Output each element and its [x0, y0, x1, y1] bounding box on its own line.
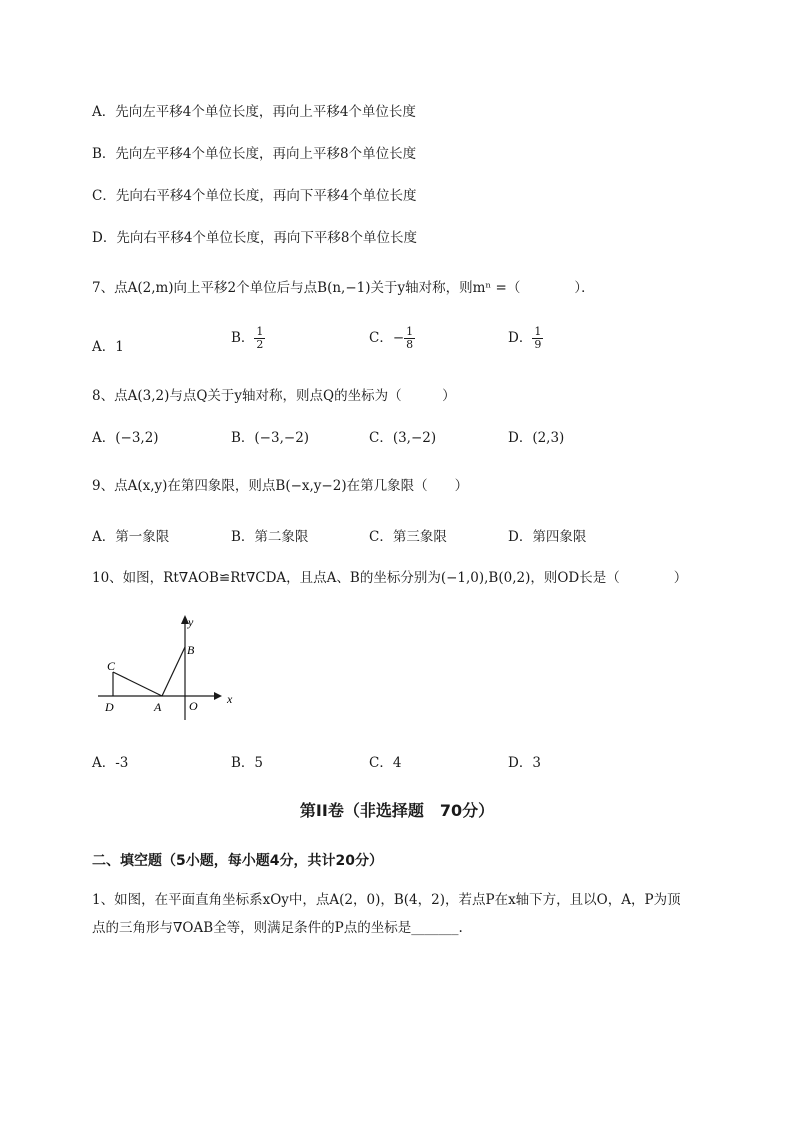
q8-option-c: C．(3,−2) [369, 430, 437, 446]
q9-option-d: D．第四象限 [508, 529, 587, 545]
q7-b-numerator: 1 [256, 325, 264, 338]
x-axis-arrow [214, 692, 222, 700]
label-y: y [188, 615, 194, 629]
label-b: B [187, 643, 195, 657]
fill1-line1: 1、如图，在平面直角坐标系xOy中，点A(2，0)，B(4，2)，若点P在x轴下方，且以O，A，P为顶 [92, 892, 681, 908]
q10-option-a: A．-3 [92, 755, 129, 771]
q8-option-b: B．(−3,−2) [231, 430, 310, 446]
q8-option-a: A．(−3,2) [92, 430, 159, 446]
q9-option-a: A．第一象限 [92, 529, 170, 545]
q6-option-a: A．先向左平移4个单位长度，再向上平移4个单位长度 [92, 104, 416, 120]
q8-option-d: D．(2,3) [508, 430, 565, 446]
q10-diagram [92, 610, 252, 725]
q7-option-d-label: D． [508, 330, 533, 346]
q7-d-numerator: 1 [534, 325, 542, 338]
q9-stem: 9、点A(x,y)在第四象限，则点B(−x,y−2)在第几象限（ ） [92, 478, 469, 494]
q7-b-denominator: 2 [256, 338, 264, 351]
label-a: A [154, 700, 162, 714]
q7-c-numerator: 1 [406, 325, 414, 338]
q10-option-b: B．5 [231, 755, 264, 771]
q6-option-b: B．先向左平移4个单位长度，再向上平移8个单位长度 [92, 146, 417, 162]
q8-stem: 8、点A(3,2)与点Q关于y轴对称，则点Q的坐标为（ ） [92, 388, 456, 404]
label-x: x [227, 692, 233, 706]
segment-ca [113, 672, 162, 696]
segment-ab [162, 647, 185, 696]
label-c: C [107, 659, 116, 673]
q7-option-c [369, 326, 415, 351]
q7-option-c-label: C．− [369, 330, 405, 346]
q7-option-c-fraction [404, 326, 415, 351]
q7-d-denominator: 9 [534, 338, 542, 351]
q10-option-c: C．4 [369, 755, 402, 771]
q6-option-c: C．先向右平移4个单位长度，再向下平移4个单位长度 [92, 188, 417, 204]
q7-option-b [231, 326, 265, 351]
q7-option-d-fraction [532, 326, 543, 351]
label-d: D [105, 700, 114, 714]
section-title: 第II卷（非选择题 70分） [299, 801, 495, 820]
q10-option-d: D．3 [508, 755, 541, 771]
q7-option-a: A．1 [92, 339, 124, 355]
q9-option-c: C．第三象限 [369, 529, 447, 545]
q7-stem: 7、点A(2,m)向上平移2个单位后与点B(n,−1)关于y轴对称，则mⁿ =（ ）． [92, 280, 595, 296]
label-o: O [189, 699, 198, 713]
q7-option-d [508, 326, 543, 351]
part2-title: 二、填空题（5小题，每小题4分，共计20分） [92, 853, 383, 869]
q9-option-b: B．第二象限 [231, 529, 309, 545]
q7-option-b-label: B． [231, 330, 255, 346]
q7-option-b-fraction [254, 326, 265, 351]
fill1-line2: 点的三角形与∇OAB全等，则满足条件的P点的坐标是_______. [92, 920, 463, 936]
q7-c-denominator: 8 [406, 338, 414, 351]
q6-option-d: D．先向右平移4个单位长度，再向下平移8个单位长度 [92, 230, 418, 246]
q10-stem: 10、如图，Rt∇AOB≌Rt∇CDA，且点A、B的坐标分别为(−1,0),B(0,2)，则OD长是（ ） [92, 570, 688, 586]
